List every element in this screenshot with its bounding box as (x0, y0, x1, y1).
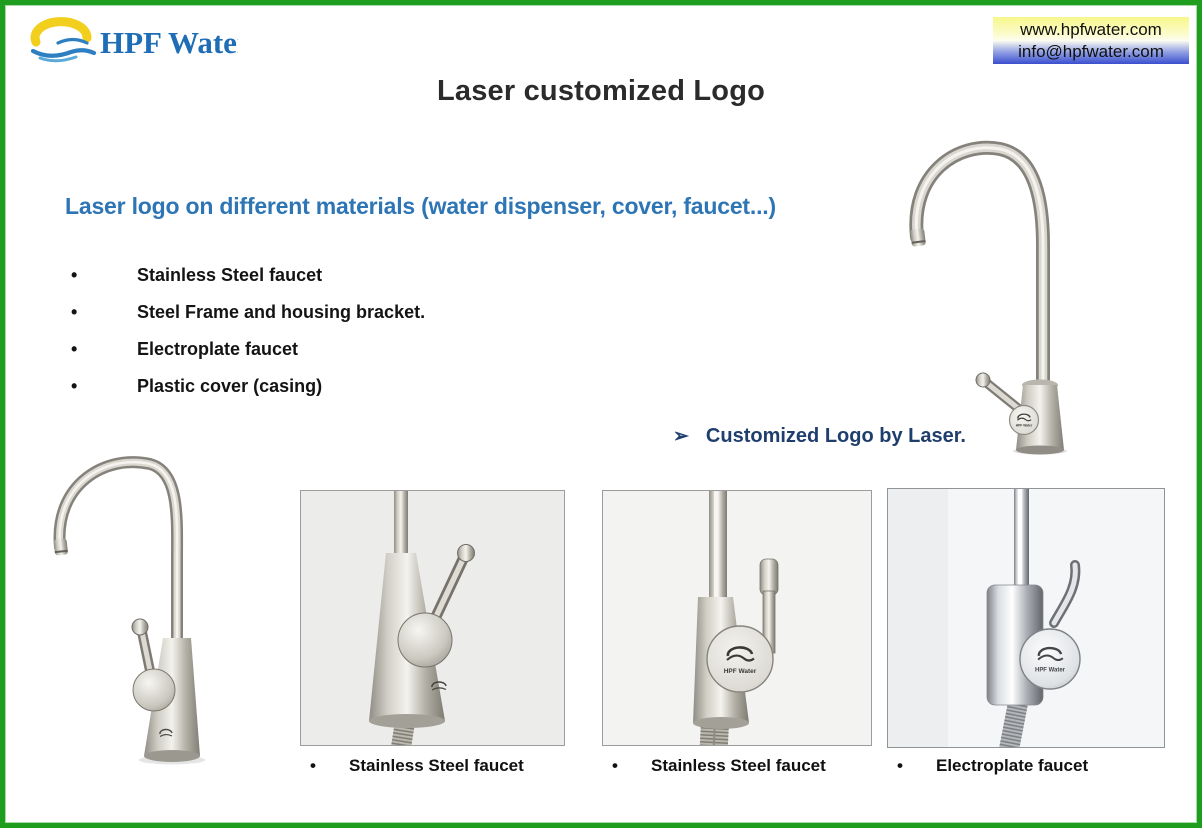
page-title: Laser customized Logo (436, 75, 766, 107)
gallery-caption-3 (887, 753, 1169, 779)
gooseneck-pipe (916, 148, 1043, 385)
bullet-dot: • (71, 376, 78, 396)
bullet-dot: • (897, 756, 903, 775)
caption-label: Electroplate faucet (936, 756, 1089, 775)
gallery-image-2 (602, 490, 872, 746)
laser-logo-disc (1020, 629, 1080, 689)
contact-website[interactable]: www.hpfwater.com (1020, 19, 1162, 39)
bullet-item (65, 339, 495, 376)
cone-foot (369, 714, 445, 728)
engraved-brand-text: HPF Water (1015, 423, 1033, 428)
gallery-caption-1 (300, 753, 572, 779)
pivot-ball (133, 669, 175, 711)
stainless-closeup-lever-image (301, 491, 564, 745)
bullet-label: Plastic cover (casing) (137, 376, 323, 396)
logo-inner-wave (58, 40, 87, 44)
bullet-dot: • (310, 756, 316, 775)
cone-foot (144, 750, 200, 762)
gallery-image-3 (887, 488, 1165, 748)
logo-wave-1 (33, 50, 94, 56)
engraved-brand-text: HPF Water (1035, 667, 1065, 674)
gooseneck-pipe (60, 462, 178, 642)
bullet-dot: • (71, 339, 78, 359)
caption-label: Stainless Steel faucet (651, 756, 826, 775)
bullet-label: Steel Frame and housing bracket. (137, 302, 426, 322)
laser-callout-text: Customized Logo by Laser. (705, 425, 966, 447)
hpf-wave-sun-logo-icon (28, 13, 238, 63)
spout-tip (54, 538, 69, 555)
supply-pipe (394, 491, 408, 557)
gooseneck-faucet-image (888, 133, 1073, 455)
bullet-dot: • (71, 265, 78, 285)
bullet-dot: • (612, 756, 618, 775)
laser-logo-disc (707, 626, 773, 692)
contact-email[interactable]: info@hpfwater.com (1018, 41, 1164, 61)
bullet-dot: • (71, 302, 78, 322)
bullet-label: Electroplate faucet (137, 339, 299, 359)
brand-logo (28, 13, 238, 63)
contact-box (993, 17, 1189, 64)
photo-background-shade (888, 489, 948, 747)
materials-bullet-list (65, 265, 495, 413)
caption-label: Stainless Steel faucet (349, 756, 524, 775)
spout-tip (910, 228, 926, 247)
bullet-item (65, 376, 495, 413)
intro-heading: Laser logo on different materials (water dispenser, cover, faucet...) (65, 193, 776, 219)
chrome-closeup-logo-disc-image (888, 489, 1164, 747)
bullet-label: Stainless Steel faucet (137, 265, 323, 285)
left-faucet-photo (28, 450, 243, 778)
logo-wave-2 (40, 57, 76, 61)
body-foot (693, 717, 749, 729)
hero-faucet-photo (888, 133, 1073, 455)
pivot-ball (398, 613, 452, 667)
stainless-closeup-logo-disc-image (603, 491, 871, 745)
supply-pipe (709, 491, 727, 603)
bullet-item (65, 302, 495, 339)
base-foot (1016, 446, 1064, 455)
arrow-bullet-icon: ➢ (673, 426, 689, 447)
brand-name: HPF Water (100, 25, 238, 60)
gooseneck-faucet-image (28, 450, 243, 778)
gallery-image-1 (300, 490, 565, 746)
gallery-caption-2 (602, 753, 878, 779)
engraved-brand-text: HPF Water (723, 668, 757, 675)
laser-logo-disc (1010, 406, 1039, 435)
bullet-item (65, 265, 495, 302)
